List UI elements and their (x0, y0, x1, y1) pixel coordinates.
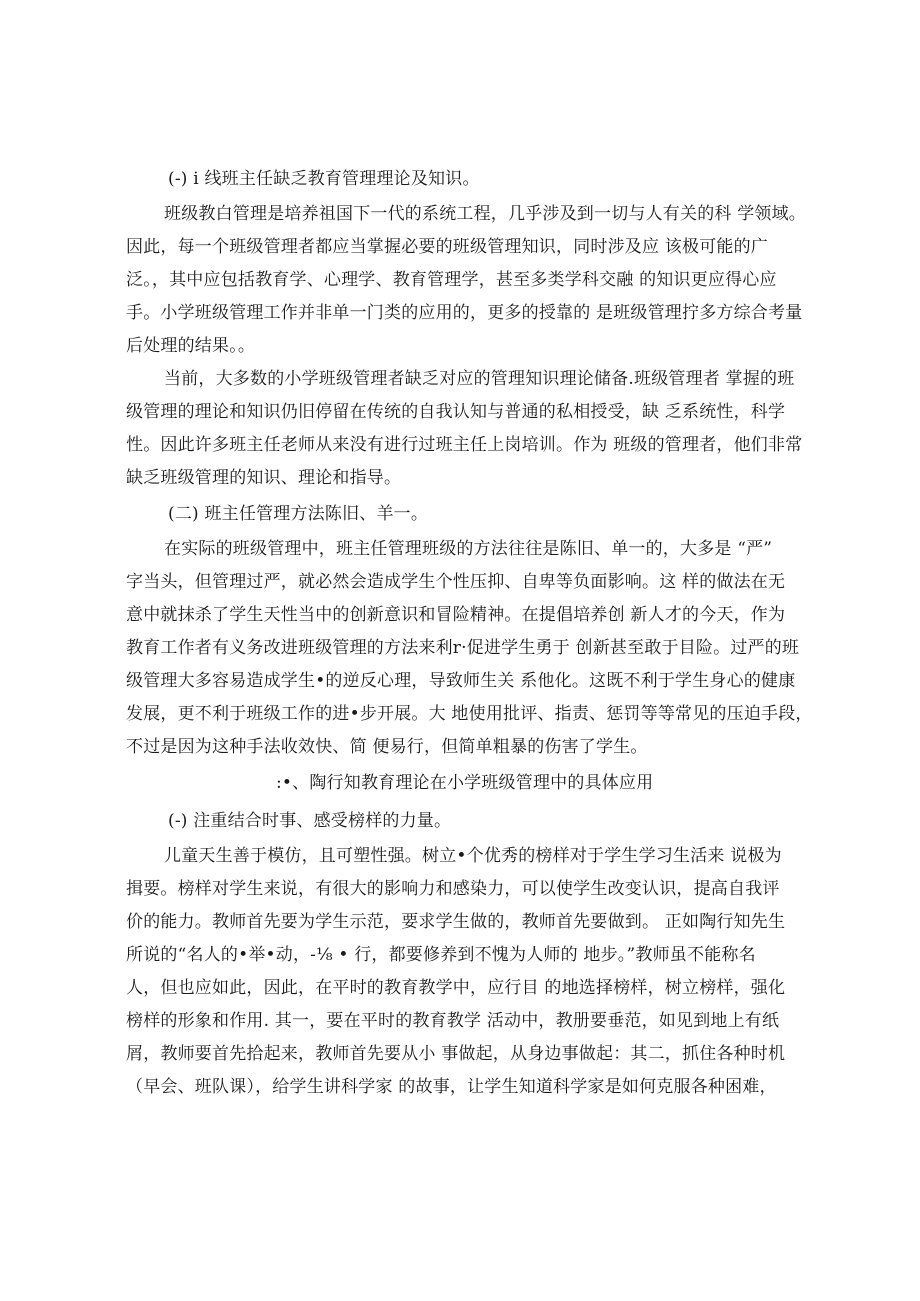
paragraph-line: 性。因此许多班主任老师从来没有进行过班主任上岗培训。作为 班级的管理者，他们非常 (126, 435, 803, 455)
paragraph-line: （早会、班队课），给学生讲科学家 的故事，让学生知道科学家是如何克服各种困难， (126, 1077, 777, 1097)
paragraph-line: 意中就抹杀了学生天性当中的创新意识和冒险精神。在提倡培养创 新人才的今天，作为 (126, 605, 786, 625)
paragraph-line: 缺乏班级管理的知识、理论和指导。 (126, 468, 402, 488)
paragraph-line: 价的能力。教师首先要为学生示范，要求学生做的，教师首先要做到。 正如陶行知先生 (126, 912, 786, 932)
paragraph-line: 屑，教师要首先拾起来，教师首先要从小 事做起，从身边事做起：其二，抓住各种时机 (126, 1044, 786, 1064)
paragraph-line: 因此，每一个班级管理者都应当掌握必要的班级管理知识，同时涉及应 该极可能的广 (126, 237, 769, 257)
section-heading: (-) 注重结合时事、感受榜样的力量。 (168, 811, 452, 831)
paragraph-line: 手。小学班级管理工作并非单一门类的应用的，更多的授靠的 是班级管理拧多方综合考量 (126, 303, 803, 323)
paragraph-line: 发展，更不利于班级工作的进•步开展。大 地使用批评、指责、惩罚等等常见的压迫手段， (126, 704, 813, 724)
paragraph-line: 所说的“名人的•举•动，-⅛ • 行，都要修养到不愧为人师的 地步。”教师虽不能称名 (126, 945, 756, 965)
paragraph-line: 教育工作者有义务改进班级管理的方法来利r·促进学生勇于 创新甚至敢于目险。过严的班 (126, 638, 800, 658)
paragraph-line: 榜样的形象和作用. 其一，要在平时的教育教学 活动中，教册要垂范，如见到地上有纸 (126, 1011, 780, 1031)
paragraph-line: 人，但也应如此，因此，在平时的教育教学中，应行目 的地选择榜样，树立榜样，强化 (126, 978, 786, 998)
paragraph-line: 后处理的结果。。 (126, 336, 256, 356)
paragraph-line: 不过是因为这种手法收效快、简 便易行，但简单粗暴的伤害了学生。 (126, 737, 648, 757)
paragraph-line: 揖要。榜样对学生来说，有很大的影响力和感染力，可以使学生改变认识，提高自我评 (126, 879, 780, 899)
section-heading: (-) i 线班主任缺乏教育管理理论及知识。 (168, 169, 480, 189)
paragraph-line: 级管理大多容易造成学生•的逆反心理，导致师生关 系他化。这既不利于学生身心的健康 (126, 671, 796, 691)
section-heading: (二) 班主任管理方法陈旧、羊一。 (168, 504, 429, 524)
paragraph-line: 级管理的理论和知识仍旧停留在传统的自我认知与普通的私相授受，缺 乏系统性，科学 (126, 402, 786, 422)
paragraph-line: 在实际的班级管理中，班主任管理班级的方法往往是陈旧、单一的，大多是 “严” (164, 539, 773, 559)
paragraph-line: 儿童天生善于模仿，且可塑性强。树立•个优秀的榜样对于学生学习生活来 说极为 (164, 846, 782, 866)
paragraph-line: 字当头，但管理过严，就必然会造成学生个性压抑、自卑等负面影响。这 样的做法在无 (126, 572, 786, 592)
paragraph-line: 班级教白管理是培养祖国下一代的系统工程，几乎涉及到一切与人有关的科 学领域。 (164, 204, 807, 224)
chapter-heading: :•、陶行知教育理论在小学班级管理中的具体应用 (276, 773, 654, 793)
paragraph-line: 泛。，其中应包括教育学、心理学、教育管理学，甚至多类学科交融 的知识更应得心应 (126, 270, 777, 290)
document-body (126, 160, 813, 1104)
paragraph-line: 当前，大多数的小学班级管理者缺乏对应的管理知识理论储备.班级管理者 掌握的班 (164, 369, 795, 389)
